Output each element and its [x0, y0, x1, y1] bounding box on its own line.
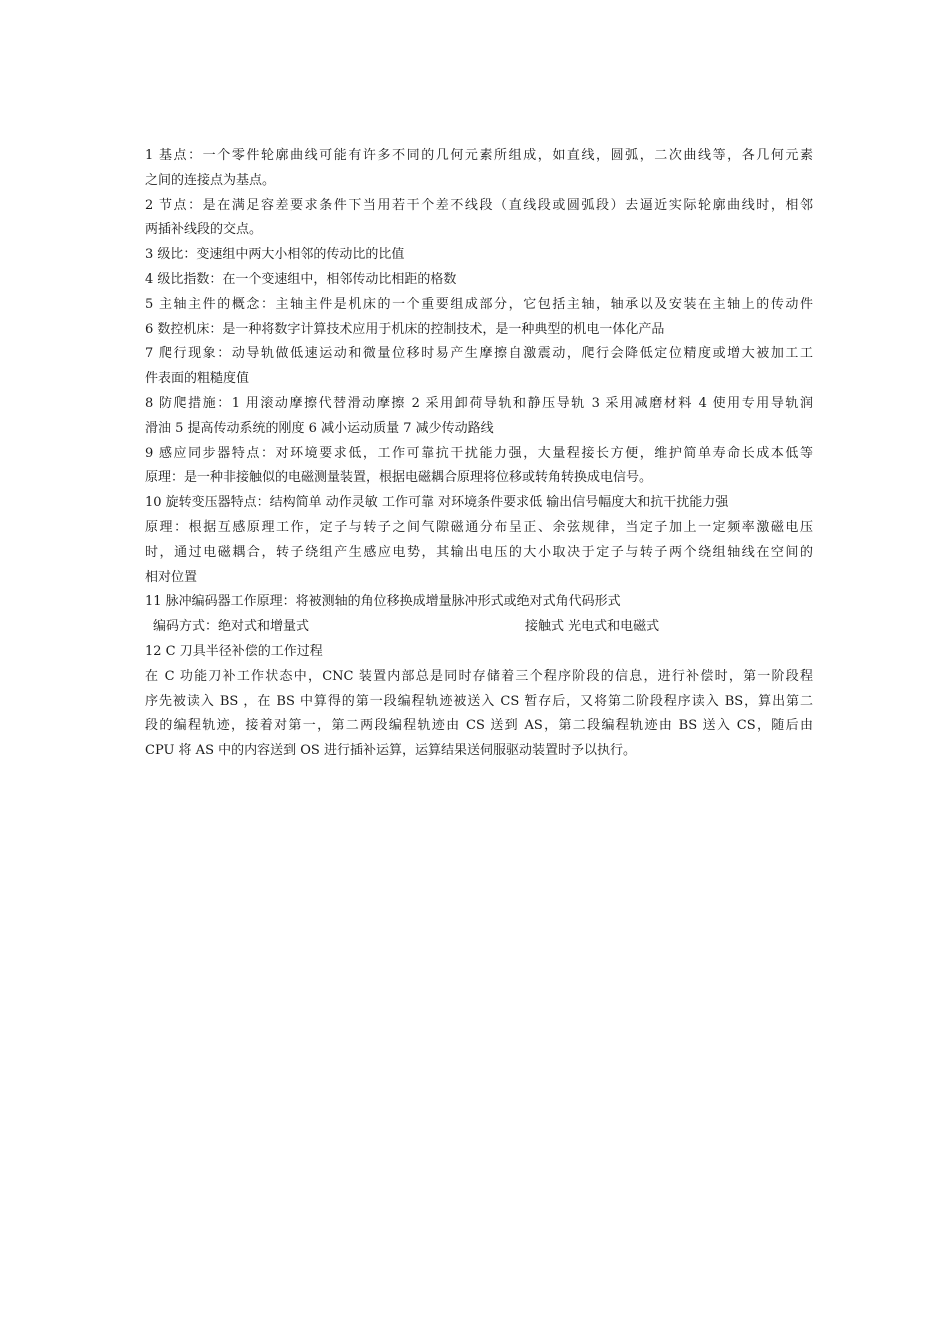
text-line: 4 级比指数：在一个变速组中，相邻传动比相距的格数 — [145, 271, 457, 287]
text-line: 在 C 功能刀补工作状态中，CNC 装置内部总是同时存储着三个程序阶段的信息，进行补偿时，第一阶段程 — [145, 668, 813, 684]
text-line: 7 爬行现象：动导轨做低速运动和微量位移时易产生摩擦自激震动，爬行会降低定位精度或增大被加工工 — [145, 346, 813, 362]
text-line: 2 节点：是在满足容差要求条件下当用若干个差不线段（直线段或圆弧段）去逼近实际轮廓曲线时，相邻 — [145, 197, 813, 213]
text-line: CPU 将 AS 中的内容送到 OS 进行插补运算，运算结果送伺服驱动装置时予以执行。 — [145, 743, 636, 759]
text-line: 件表面的粗糙度值 — [145, 371, 250, 387]
text-line: 之间的连接点为基点。 — [145, 172, 276, 188]
text-line: 12 C 刀具半径补偿的工作过程 — [145, 643, 323, 659]
text-line: 序先被读入 BS ，在 BS 中算得的第一段编程轨迹被送入 CS 暂存后，又将第二阶段程序读入 BS，算出第二 — [145, 693, 813, 709]
text-line: 原理：是一种非接触似的电磁测量装置，根据电磁耦合原理将位移或转角转换成电信号。 — [145, 470, 653, 486]
text-line: 6 数控机床：是一种将数字计算技术应用于机床的控制技术，是一种典型的机电一体化产品 — [145, 321, 665, 337]
text-line: 11 脉冲编码器工作原理：将被测轴的角位移换成增量脉冲形式或绝对式角代码形式 — [145, 594, 621, 610]
text-line: 段的编程轨迹，接着对第一，第二两段编程轨迹由 CS 送到 AS，第二段编程轨迹由 BS 送入 CS，随后由 — [145, 718, 813, 734]
text-line: 3 级比：变速组中两大小相邻的传动比的比值 — [145, 247, 405, 263]
text-line: 两插补线段的交点。 — [145, 222, 263, 238]
text-line: 9 感应同步器特点：对环境要求低，工作可靠抗干扰能力强，大量程接长方便，维护简单寿命长成本低等 — [145, 445, 813, 461]
text-line: 相对位置 — [145, 569, 198, 585]
encoding-method-text: 编码方式：绝对式和增量式 — [153, 619, 310, 635]
text-line: 原理：根据互感原理工作，定子与转子之间气隙磁通分布呈正、余弦规律，当定子加上一定频率激磁电压 — [145, 519, 813, 535]
encoding-type-text: 接触式 光电式和电磁式 — [525, 619, 660, 635]
text-line: 滑油 5 提高传动系统的刚度 6 减小运动质量 7 减少传动路线 — [145, 420, 494, 436]
text-line: 时，通过电磁耦合，转子绕组产生感应电势，其输出电压的大小取决于定子与转子两个绕组轴线在空间的 — [145, 544, 813, 560]
text-line: 10 旋转变压器特点：结构简单 动作灵敏 工作可靠 对环境条件要求低 输出信号幅度大和抗干扰能力强 — [145, 495, 729, 511]
document-body — [145, 144, 813, 764]
text-line: 8 防爬措施：1 用滚动摩擦代替滑动摩擦 2 采用卸荷导轨和静压导轨 3 采用减磨材料 4 使用专用导轨润 — [145, 395, 813, 411]
text-line: 5 主轴主件的概念：主轴主件是机床的一个重要组成部分，它包括主轴，轴承以及安装在主轴上的传动件 — [145, 296, 813, 312]
encoding-row — [145, 615, 813, 640]
text-line: 1 基点：一个零件轮廓曲线可能有许多不同的几何元素所组成，如直线，圆弧，二次曲线等，各几何元素 — [145, 148, 813, 163]
